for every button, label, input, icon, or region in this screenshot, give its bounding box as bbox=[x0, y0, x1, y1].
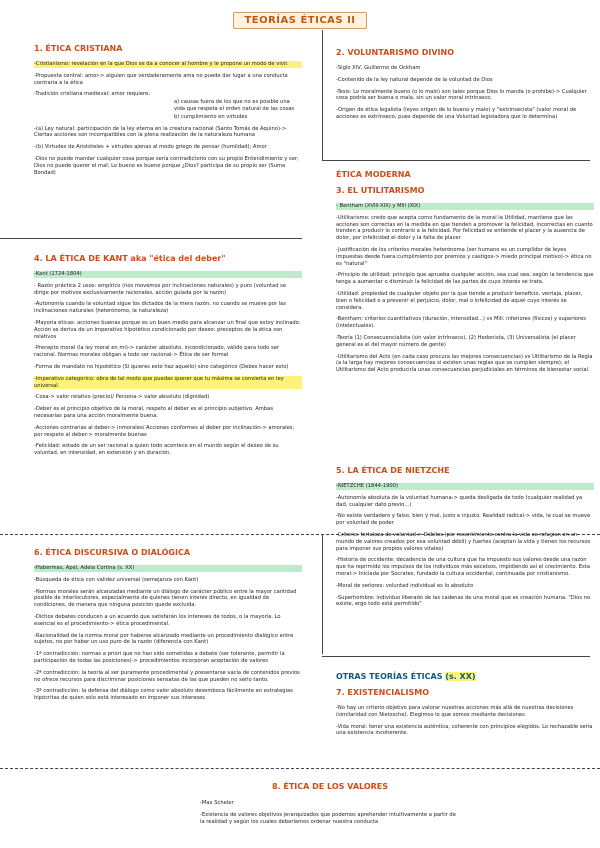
paragraph: - Razón práctica 2 usos: empírico (nos movemos por inclinaciones naturales) y puro (voluntad se dirige por motivos exclusivamente racionales, acción guiada por la razón) bbox=[34, 282, 287, 296]
section-utilitarismo bbox=[336, 170, 594, 379]
paragraph: -Tesis: Lo moralmente bueno (o lo malo) son tales porque Dios lo manda (o prohíbe)-> Cualquier cosa podría ser buena o mala, sin un valor moral intrínseco. bbox=[336, 88, 587, 102]
section-kant bbox=[34, 254, 302, 462]
section-voluntarismo bbox=[336, 48, 594, 126]
paragraph: -Búsqueda de ética con validez universal (semejanza con Kant) bbox=[34, 576, 199, 583]
divider bbox=[322, 30, 323, 160]
paragraph: -Dichos debates conducen a un acuerdo que satisfarán los intereses de todos, o la mayoría. Lo esencial es el procedimiento-> ética procedimental. bbox=[34, 613, 281, 627]
paragraph: -Precepto moral (la ley moral en mi)-> carácter absoluto, incondicionado, válido para todo ser racional. Normas morales obligan a todo ser racional-> Ética de ser formal bbox=[34, 345, 280, 359]
paragraph: -Principio de utilidad: principio que aprueba cualquier acción, sea cual sea, según la tendencia que tenga a aumentar o disminuir la felicidad de las partes de cuyo interés se trata. bbox=[336, 272, 594, 286]
section-nietzche bbox=[336, 466, 594, 613]
paragraph: -Justificación de los criterios morales heterónoma (ser humano es un cumplidor de leyes impuestas desde fuera:cumplimiento por premios y castigos-> miedo principal motivo)-> ética no es "natural" bbox=[336, 246, 592, 267]
paragraph: -Origen de ética legalista (leyes origen de lo bueno y malo) y "extrinsecista" (valor moral de acciones es extrínseco, pues depende de una Voluntad legisladora que lo determina) bbox=[336, 107, 577, 120]
paragraph: -Racionalidad de la norma moral por haberse alcanzado mediante un procedimiento dialógico entre sujetos, no por haber un uso puro de la razón (diferencia con Kant) bbox=[34, 632, 294, 646]
paragraph: -Normas morales serán alcanzadas mediante un diálogo de carácter público entre la mayor cantidad posible de interlocutores, especialmente de quienes tienen interés directo, en igualdad de condiciones, de manera que ninguna posición quede excluida. bbox=[34, 588, 297, 609]
paragraph: -Mayoría éticas: acciones buenas porque es un buen medio para alcanzar un final que estoy inclinado. Acción se deriva de un imperativo hipotético condicionado por deseo: preceptos de la ética son relativos bbox=[34, 319, 301, 340]
paragraph: -Utilidad: propiedad de cualquier objeto por la que tiende a producir beneficio, ventaja, placer, bien o felicidad o a prevenir el perjuicio, dolor, mal o infelicidad de aquel cuyo interés se considera. bbox=[336, 290, 583, 311]
title-wrap bbox=[0, 8, 600, 29]
paragraph: -1ª contradicción: normas a priori que no han sido sometidas a debate (ser tolerante, permitir la participación de todas las posiciones)-> procedimientos incorporan aceptación de valores bbox=[34, 651, 285, 664]
paragraph: -Imperativo categórico: obra de tal modo que puedas querer que tu máxima se convierta en ley universal. bbox=[34, 376, 302, 390]
paragraph: -No hay un criterio objetivo para valorar nuestras acciones más allá de nuestras decisiones (similaridad con Nietzsche). Elegimos lo que somos mediante decisiones bbox=[336, 705, 574, 718]
paragraph: -Habermas, Apel, Adela Cortina (s. XX) bbox=[34, 565, 302, 572]
paragraph: a) causas fuera de los que no es posible una vida que respeta el orden natural de las cosas bbox=[174, 99, 295, 112]
paragraph: -Utilitarismo del Acto (en cada caso procura las mejores consecuencias) vs Utilitarismo de la Regla (a la larga hay mejores consecuencias si existen unas reglas que se cumplen siempre); el Utilitarismo del Acto produciría unas consecuencias perjudiciales en términos de bienestar social. bbox=[336, 353, 593, 374]
paragraph: -Autonomía absoluta de la voluntad humana-> queda desligada de todo (cualquier realidad ya dad, cualquier dato previo...) bbox=[336, 494, 583, 508]
paragraph: -Contenido de la ley natural depende de la voluntad de Dios bbox=[336, 76, 493, 83]
era-label: ÉTICA MODERNA bbox=[336, 170, 411, 179]
section-heading: 1. ÉTICA CRISTIANA bbox=[34, 44, 123, 53]
paragraph: -Teoría (1) Consecuencialista (sin valor intrínseco), (2) Hedonista, (3) Universalista (el placer general es el del mayor número de gente) bbox=[336, 334, 576, 348]
paragraph: -Deber es el principio objetivo de la moral, respeto al deber es el principio subjetivo. Ambas necesarias para una acción moralmente buena. bbox=[34, 406, 274, 419]
section-heading: 8. ÉTICA DE LOS VALORES bbox=[271, 782, 389, 791]
section-heading: 6. ÉTICA DISCURSIVA O DIALÓGICA bbox=[34, 548, 191, 557]
paragraph: -Propuesta central: amor-> alguien que verdaderamente ama no puede dar lugar a una conducta contraria a la ética bbox=[34, 72, 288, 86]
paragraph: -Dios no puede mandar cualquier cosa porque sería contradictorio con su propio Entendimiento y ser; Dios no puede querer el mal; Lo bueno es bueno porque ¿Dios? participa de su propio ser (Suma Bondad) bbox=[34, 155, 299, 176]
divider bbox=[322, 534, 323, 654]
paragraph: -Criterio: fortaleza de voluntad-> Débiles (por resentimiento contra la vida se refugian en un mundo de valores creados por esa voluntad débil) y fuertes (aceptan la vida y tienen los recursos para imponer sus propios valores vitales) bbox=[336, 531, 591, 552]
paragraph: -Bentham: criterios cuantitativos (duración, intensidad...) vs Mill: inferiores (físicos) y superiores (intelectuales). bbox=[336, 316, 586, 330]
paragraph: -(a) Ley natural: participación de la ley eterna en la creatura racional (Santo Tomás de Aquino)-> Ciertas acciones son incompatibles con la plena realización de la naturaleza humana bbox=[34, 125, 287, 139]
paragraph: -No existe verdadero y falso, bien y mal, justo e injusto. Realidad radical-> vida, la cual se mueve por voluntad de poder bbox=[336, 513, 591, 527]
paragraph: -Max Scheler bbox=[200, 800, 234, 806]
paragraph: -Utilitarismo: credo que acepta como fundamento de la moral la Utilidad, mantiene que las acciones son correctas en la medida en que tienden a promover la felicidad, incorrectas en cuanto tienden a producir lo contrario a la felicidad. Por felicidad se entiende el placer y la ausencia de dolor, por infelicidad el dolor y la falta de placer bbox=[336, 214, 593, 242]
section-existencialismo bbox=[336, 672, 594, 742]
paragraph: - Bentham (XVIII-XIX) y Mill (XIX) bbox=[336, 203, 594, 210]
paragraph: -2ª contradicción: la teoría al ser puramente procedimental y presentarse vacía de contenidos previos no ofrece recursos para discriminar posiciones sensatas de las que pueden no serlo tanto. bbox=[34, 669, 300, 683]
paragraph: -Autonomía cuando la voluntad sigue los dictados de la mera razón, no cuando se mueve por las inclinaciones naturales (heterónomo, la naturaleza) bbox=[34, 301, 286, 315]
era-label bbox=[336, 672, 594, 682]
section-etica-cristiana bbox=[34, 44, 302, 181]
page-title: TEORÍAS ÉTICAS II bbox=[233, 12, 366, 29]
section-etica-valores bbox=[200, 782, 460, 830]
paragraph: -Felicidad: estado de un ser racional a quien todo acontece en el mundo según el deseo de su voluntad, en intensidad, en extensión y en duración. bbox=[34, 443, 279, 457]
divider bbox=[322, 656, 590, 657]
paragraph: -Cosa-> valor relativo (precio)/ Persona-> valor absoluto (dignidad) bbox=[34, 394, 210, 401]
section-heading: 2. VOLUNTARISMO DIVINO bbox=[336, 48, 454, 57]
paragraph: -Acciones contrarias al deber-> inmorales/ Acciones conformes al deber por inclinación-> amorales; por respeto al deber-> moralmente buenas bbox=[34, 424, 295, 438]
paragraph: -Historia de occidente: decadencia de una cultura que ha impuesto sus valores desde una razón que ha reprimido los impulsos de los individuos más excelsos, impidiendo así el crecimiento. Esta moral-> Iniciada por Sócrates, fundado la cultura occidental, continuada por cristianismo. bbox=[336, 557, 590, 577]
paragraph: -Cristianismo: revelación en la que Dios se da a conocer al hombre y le propone un modo de vivir. bbox=[34, 61, 302, 68]
paragraph: -Kant (1724-1804) bbox=[34, 271, 302, 278]
paragraph: -Moral de señores: voluntad individual es lo absoluto bbox=[336, 582, 474, 589]
section-heading: 4. LA ÉTICA DE KANT aka "ética del deber" bbox=[34, 254, 226, 263]
paragraph: -Tradición cristiana medieval: amor requiere: bbox=[34, 91, 150, 98]
divider bbox=[0, 768, 600, 769]
section-heading: 7. EXISTENCIALISMO bbox=[336, 688, 430, 697]
divider bbox=[322, 160, 590, 161]
divider bbox=[0, 238, 302, 239]
paragraph: -3ª contradicción: la defensa del diálogo como valor absoluto desemboca fácilmente en estrategias hipócritas de quien sólo está interesado en imponer sus intereses bbox=[34, 688, 293, 702]
section-etica-discursiva bbox=[34, 548, 302, 707]
paragraph: -Superhombre: individuo liberado de las cadenas de una moral que es creación humana. "Dios no existe, ergo todo está permitido" bbox=[336, 594, 591, 608]
paragraph: -(b) Virtudes de Aristóteles + virtudes ajenas al modo griego de pensar (humildad); Amor bbox=[34, 144, 267, 151]
paragraph: -Forma de mandato no hipotético (Si quieres esto haz aquello) sino categórico (Debes hacer esto) bbox=[34, 363, 289, 370]
paragraph: -Vida moral: tener una existencia auténtica, coherente con principios elegidos. Lo rechazable sería una existencia incoherente. bbox=[336, 723, 593, 737]
paragraph: b) cumplimiento en virtudes bbox=[174, 113, 248, 120]
era-label-century: (s. XX) bbox=[445, 672, 476, 681]
paragraph: -NIETZCHE (1844-1900) bbox=[336, 483, 594, 490]
era-label-text: OTRAS TEORÍAS ÉTICAS bbox=[336, 672, 443, 681]
paragraph: -Existencia de valores objetivos jerarquizados que podemos aprehender intuitivamente a partir de la realidad y según los cuales deberíamos ordenar nuestra conducta bbox=[200, 811, 456, 825]
section-heading: 3. EL UTILITARISMO bbox=[336, 186, 425, 195]
section-heading: 5. LA ÉTICA DE NIETZCHE bbox=[336, 466, 450, 475]
paragraph: -Siglo XIV, Guillermo de Ockham bbox=[336, 65, 421, 71]
